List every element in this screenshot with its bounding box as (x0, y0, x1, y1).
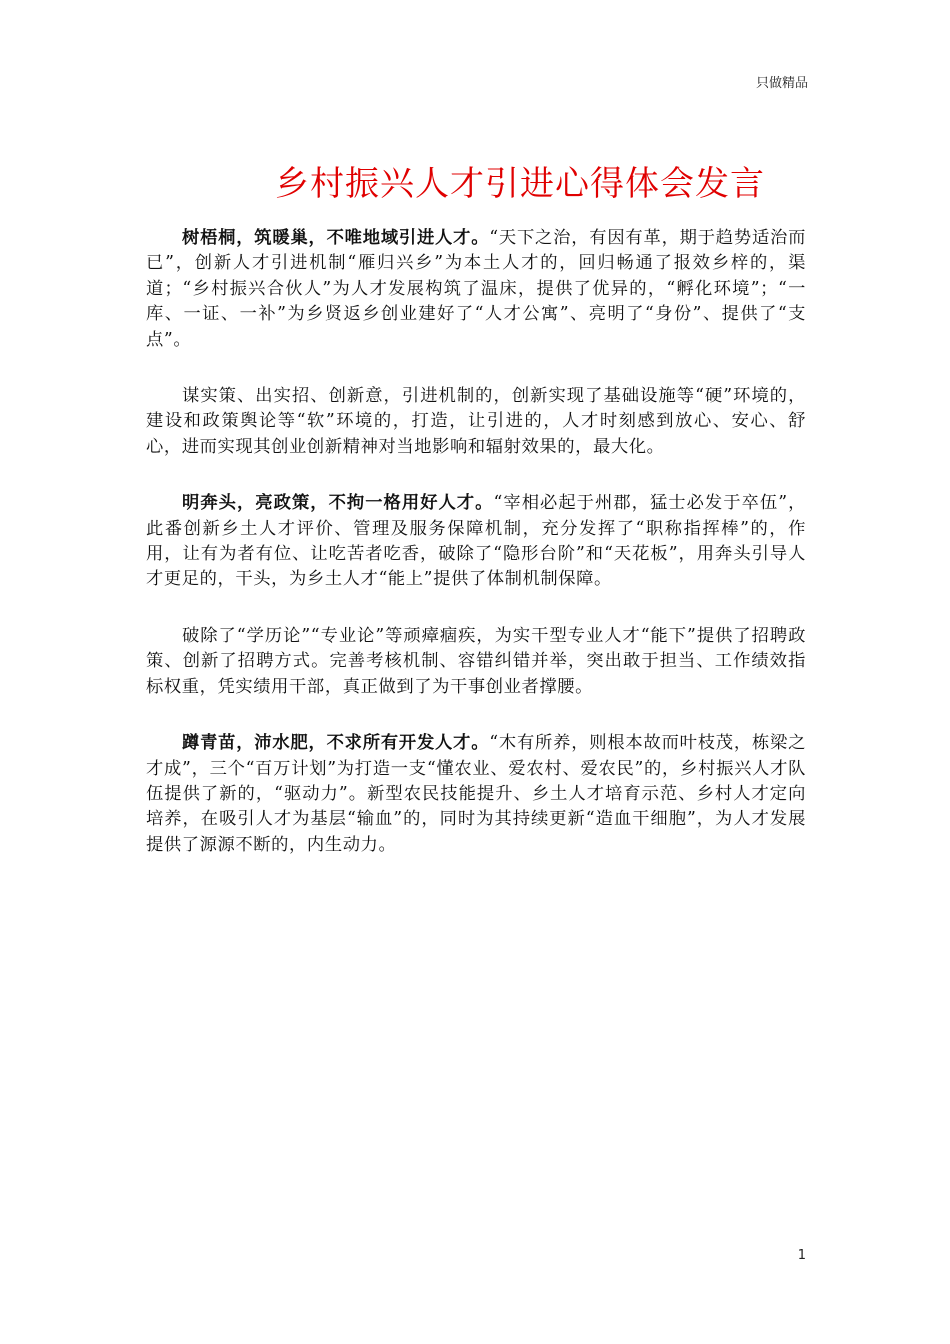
paragraph-text: 破除了“学历论”“专业论”等顽瘴痼疾，为实干型专业人才“能下”提供了招聘政策、创新了招聘方式。完善考核机制、容错纠错并举，突出敢于担当、工作绩效指标权重，凭实绩用干部，真正做到了为干事创业者撑腰。 (146, 625, 806, 697)
paragraph-5 (146, 731, 806, 858)
header-note: 只做精品 (755, 76, 808, 91)
paragraph-1 (146, 226, 806, 353)
paragraph-lead: 树梧桐，筑暖巢，不唯地域引进人才。 (182, 228, 490, 248)
paragraph-lead: 明奔头，亮政策，不拘一格用好人才。 (182, 493, 494, 514)
paragraph-text: 谋实策、出实招、创新意，引进机制的，创新实现了基础设施等“硬”环境的，建设和政策舆论等“软”环境的，打造，让引进的，人才时刻感到放心、安心、舒心，进而实现其创业创新精神对当地影响和辐射效果的，最大化。 (146, 386, 806, 457)
document-title: 乡村振兴人才引进心得体会发言 (275, 164, 765, 204)
page-number: 1 (797, 1248, 806, 1263)
paragraph-3 (146, 491, 806, 593)
document-body (146, 226, 806, 889)
paragraph-text: “木有所养，则根本故而叶枝茂，栋梁之才成”，三个“百万计划”为打造一支“懂农业、爱农村、爱农民”的，乡村振兴人才队伍提供了新的，“驱动力”。新型农民技能提升、乡土人才培育示范、乡村人才定向培养，在吸引人才为基层“输血”的，同时为其持续更新“造血干细胞”，为人才发展提供了源源不断的，内生动力。 (146, 733, 806, 855)
paragraph-text: “宰相必起于州郡，猛士必发于卒伍”，此番创新乡土人才评价、管理及服务保障机制，充分发挥了“职称指挥棒”的，作用，让有为者有位、让吃苦者吃香，破除了“隐形台阶”和“天花板”，用奔头引导人才更足的，干头，为乡土人才“能上”提供了体制机制保障。 (146, 493, 806, 590)
paragraph-4 (146, 624, 806, 700)
paragraph-lead: 蹲青苗，沛水肥，不求所有开发人才。 (182, 733, 490, 754)
paragraph-text: “天下之治，有因有革，期于趋势适治而已”，创新人才引进机制“雁归兴乡”为本土人才的，回归畅通了报效乡梓的，渠道；“乡村振兴合伙人”为人才发展构筑了温床，提供了优异的，“孵化环境”；“一库、一证、一补”为乡贤返乡创业建好了“人才公寓”、亮明了“身份”、提供了“支点”。 (146, 228, 806, 350)
paragraph-2 (146, 384, 806, 460)
